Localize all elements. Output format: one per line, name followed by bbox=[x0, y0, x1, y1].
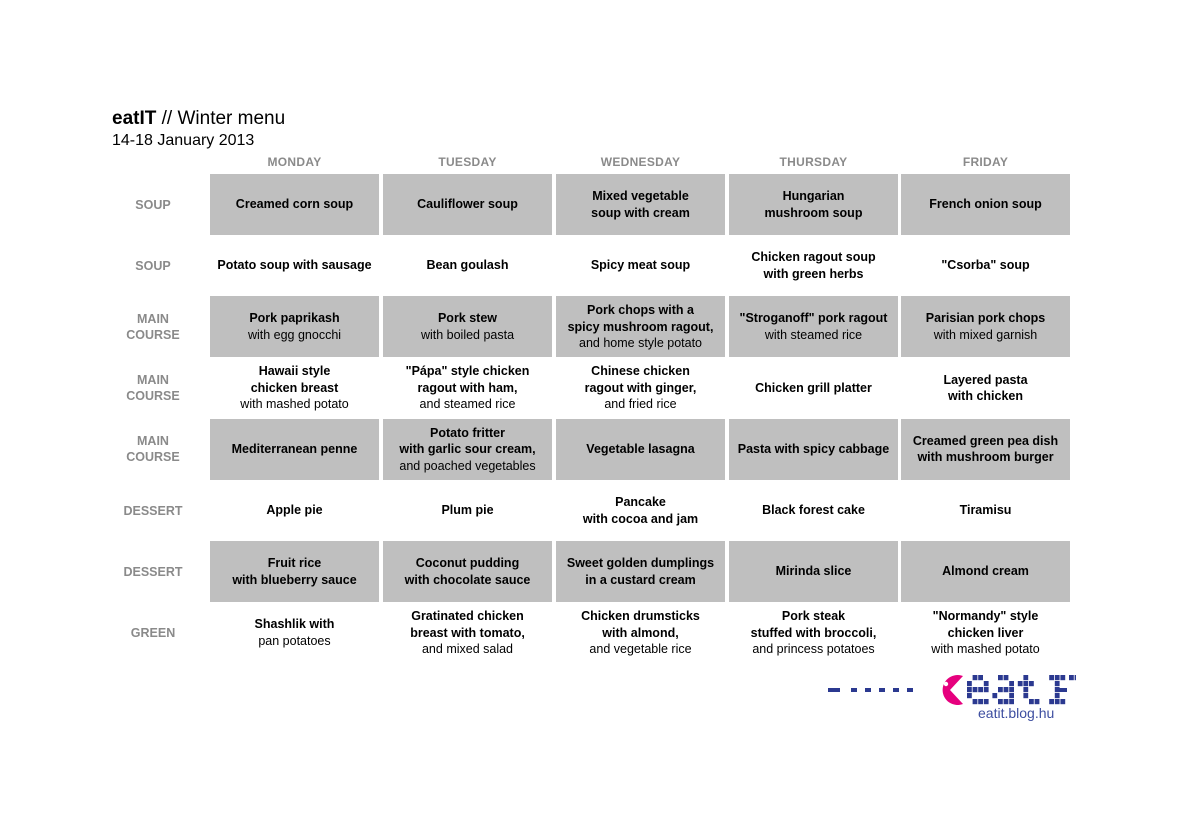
dish-line: Coconut pudding bbox=[415, 556, 520, 571]
menu-cell-monday bbox=[210, 541, 379, 602]
dish-line: with mixed garnish bbox=[933, 327, 1038, 342]
menu-cell-friday bbox=[901, 358, 1070, 419]
dish-line: Pork steak bbox=[781, 609, 846, 624]
menu-cell-tuesday bbox=[383, 419, 552, 480]
day-header-monday: MONDAY bbox=[267, 155, 322, 169]
dish-line: with mashed potato bbox=[240, 397, 349, 412]
menu-cell-wednesday bbox=[556, 480, 725, 541]
menu-cell-wednesday bbox=[556, 358, 725, 419]
row-label: MAIN COURSE bbox=[126, 434, 180, 465]
dish-line: with chicken bbox=[947, 389, 1024, 404]
dish-line: with blueberry sauce bbox=[232, 572, 357, 587]
dish-line: "Stroganoff" pork ragout bbox=[739, 311, 888, 326]
dish-line: Pasta with spicy cabbage bbox=[737, 442, 890, 457]
dish-line: ragout with ginger, bbox=[584, 380, 697, 395]
dish-line: ragout with ham, bbox=[417, 380, 518, 395]
dish-line: in a custard cream bbox=[585, 572, 696, 587]
dish-line: and home style potato bbox=[579, 336, 702, 351]
logo-dashes bbox=[828, 688, 913, 692]
menu-cell-thursday bbox=[729, 174, 898, 235]
dish-line: with green herbs bbox=[763, 266, 864, 281]
dish-line: Sweet golden dumplings bbox=[566, 556, 715, 571]
dish-line: with cocoa and jam bbox=[582, 511, 699, 526]
menu-cell-friday bbox=[901, 235, 1070, 296]
dish-line: with boiled pasta bbox=[420, 327, 515, 342]
brand-name: eatIT bbox=[112, 108, 157, 129]
menu-cell-tuesday bbox=[383, 602, 552, 663]
dish-line: Almond cream bbox=[942, 564, 1029, 579]
dish-line: Potato soup with sausage bbox=[217, 258, 372, 273]
dish-line: Pork paprikash bbox=[249, 311, 340, 326]
menu-cell-tuesday bbox=[383, 235, 552, 296]
dish-line: "Pápa" style chicken bbox=[405, 364, 530, 379]
menu-cell-wednesday bbox=[556, 419, 725, 480]
dish-line: Mirinda slice bbox=[775, 564, 852, 579]
dish-line: Layered pasta bbox=[943, 372, 1028, 387]
row-label: MAIN COURSE bbox=[126, 311, 180, 342]
dish-line: Creamed green pea dish bbox=[912, 433, 1059, 448]
menu-cell-monday bbox=[210, 296, 379, 357]
menu-cell-monday bbox=[210, 358, 379, 419]
menu-cell-friday bbox=[901, 419, 1070, 480]
row-label: SOUP bbox=[135, 258, 171, 273]
menu-cell-monday bbox=[210, 602, 379, 663]
menu-cell-friday bbox=[901, 541, 1070, 602]
dish-line: Black forest cake bbox=[762, 503, 865, 518]
menu-cell-tuesday bbox=[383, 296, 552, 357]
menu-cell-tuesday bbox=[383, 358, 552, 419]
row-label: MAIN COURSE bbox=[126, 373, 180, 404]
menu-cell-tuesday bbox=[383, 541, 552, 602]
menu-cell-monday bbox=[210, 419, 379, 480]
dish-line: and steamed rice bbox=[419, 397, 516, 412]
dish-line: with mashed potato bbox=[931, 642, 1040, 657]
dish-line: soup with cream bbox=[591, 205, 690, 220]
dish-line: Parisian pork chops bbox=[925, 311, 1046, 326]
day-header-friday: FRIDAY bbox=[962, 155, 1009, 169]
menu-cell-thursday bbox=[729, 235, 898, 296]
dish-line: chicken liver bbox=[947, 625, 1024, 640]
dish-line: Apple pie bbox=[266, 503, 323, 518]
dish-line: spicy mushroom ragout, bbox=[567, 319, 714, 334]
dish-line: "Csorba" soup bbox=[941, 258, 1030, 273]
dish-line: chicken breast bbox=[250, 380, 339, 395]
dish-line: Creamed corn soup bbox=[235, 197, 354, 212]
menu-cell-thursday bbox=[729, 358, 898, 419]
dish-line: and mixed salad bbox=[421, 642, 514, 657]
dish-line: Bean goulash bbox=[426, 258, 509, 273]
title-suffix: // Winter menu bbox=[156, 108, 286, 129]
dish-line: Mediterranean penne bbox=[231, 442, 358, 457]
menu-cell-monday bbox=[210, 174, 379, 235]
menu-cell-thursday bbox=[729, 602, 898, 663]
dish-line: Mixed vegetable bbox=[592, 189, 689, 203]
dish-line: and vegetable rice bbox=[589, 642, 692, 657]
menu-cell-thursday bbox=[729, 480, 898, 541]
page-title bbox=[112, 108, 285, 130]
dish-line: with garlic sour cream, bbox=[399, 442, 536, 457]
dish-line: Hungarian bbox=[782, 189, 845, 203]
menu-cell-monday bbox=[210, 235, 379, 296]
dish-line: Cauliflower soup bbox=[417, 197, 518, 212]
dish-line: with steamed rice bbox=[764, 327, 863, 342]
dish-line: Chicken grill platter bbox=[755, 380, 872, 395]
dish-line: Chicken drumsticks bbox=[581, 609, 700, 624]
menu-cell-wednesday bbox=[556, 602, 725, 663]
menu-cell-wednesday bbox=[556, 174, 725, 235]
dish-line: Chinese chicken bbox=[591, 364, 690, 379]
menu-cell-tuesday bbox=[383, 174, 552, 235]
dish-line: Spicy meat soup bbox=[590, 258, 691, 273]
dish-line: French onion soup bbox=[929, 197, 1042, 212]
menu-cell-wednesday bbox=[556, 296, 725, 357]
dish-line: with mushroom burger bbox=[917, 450, 1054, 465]
day-header-thursday: THURSDAY bbox=[779, 155, 848, 169]
dish-line: Hawaii style bbox=[258, 364, 331, 379]
dish-line: pan potatoes bbox=[258, 633, 331, 648]
dish-line: and poached vegetables bbox=[399, 458, 536, 473]
dish-line: with egg gnocchi bbox=[247, 327, 342, 342]
logo-end-dash bbox=[1057, 688, 1067, 692]
day-header-wednesday: WEDNESDAY bbox=[600, 155, 681, 169]
dish-line: and fried rice bbox=[604, 397, 677, 412]
dish-line: with almond, bbox=[602, 625, 679, 640]
menu-cell-monday bbox=[210, 480, 379, 541]
row-label: DESSERT bbox=[123, 564, 183, 579]
dish-line: and princess potatoes bbox=[752, 642, 875, 657]
dish-line: stuffed with broccoli, bbox=[750, 625, 877, 640]
dish-line: Gratinated chicken bbox=[411, 609, 524, 624]
row-label: SOUP bbox=[135, 197, 171, 212]
dish-line: mushroom soup bbox=[764, 205, 863, 220]
dish-line: Plum pie bbox=[441, 503, 494, 518]
menu-cell-thursday bbox=[729, 296, 898, 357]
menu-cell-wednesday bbox=[556, 235, 725, 296]
menu-cell-thursday bbox=[729, 419, 898, 480]
menu-cell-wednesday bbox=[556, 541, 725, 602]
menu-cell-tuesday bbox=[383, 480, 552, 541]
menu-cell-friday bbox=[901, 480, 1070, 541]
dish-line: Pork chops with a bbox=[587, 303, 694, 318]
pacman-icon bbox=[943, 675, 963, 705]
dish-line: Vegetable lasagna bbox=[586, 442, 695, 457]
menu-cell-friday bbox=[901, 174, 1070, 235]
row-label: DESSERT bbox=[123, 503, 183, 518]
dish-line: Potato fritter bbox=[430, 425, 505, 440]
dish-line: breast with tomato, bbox=[410, 625, 525, 640]
dish-line: Pancake bbox=[615, 495, 666, 509]
dish-line: Fruit rice bbox=[267, 556, 322, 571]
logo-url: eatit.blog.hu bbox=[978, 705, 1055, 721]
menu-cell-friday bbox=[901, 602, 1070, 663]
dish-line: Tiramisu bbox=[959, 503, 1012, 518]
dish-line: Chicken ragout soup bbox=[751, 250, 876, 265]
day-header-tuesday: TUESDAY bbox=[438, 155, 497, 169]
menu-cell-thursday bbox=[729, 541, 898, 602]
dish-line: Pork stew bbox=[437, 311, 498, 326]
dish-line: with chocolate sauce bbox=[404, 572, 531, 587]
dish-line: Shashlik with bbox=[254, 617, 335, 632]
row-label: GREEN bbox=[130, 625, 176, 640]
menu-cell-friday bbox=[901, 296, 1070, 357]
dish-line: "Normandy" style bbox=[932, 609, 1039, 624]
date-range: 14-18 January 2013 bbox=[112, 132, 255, 149]
